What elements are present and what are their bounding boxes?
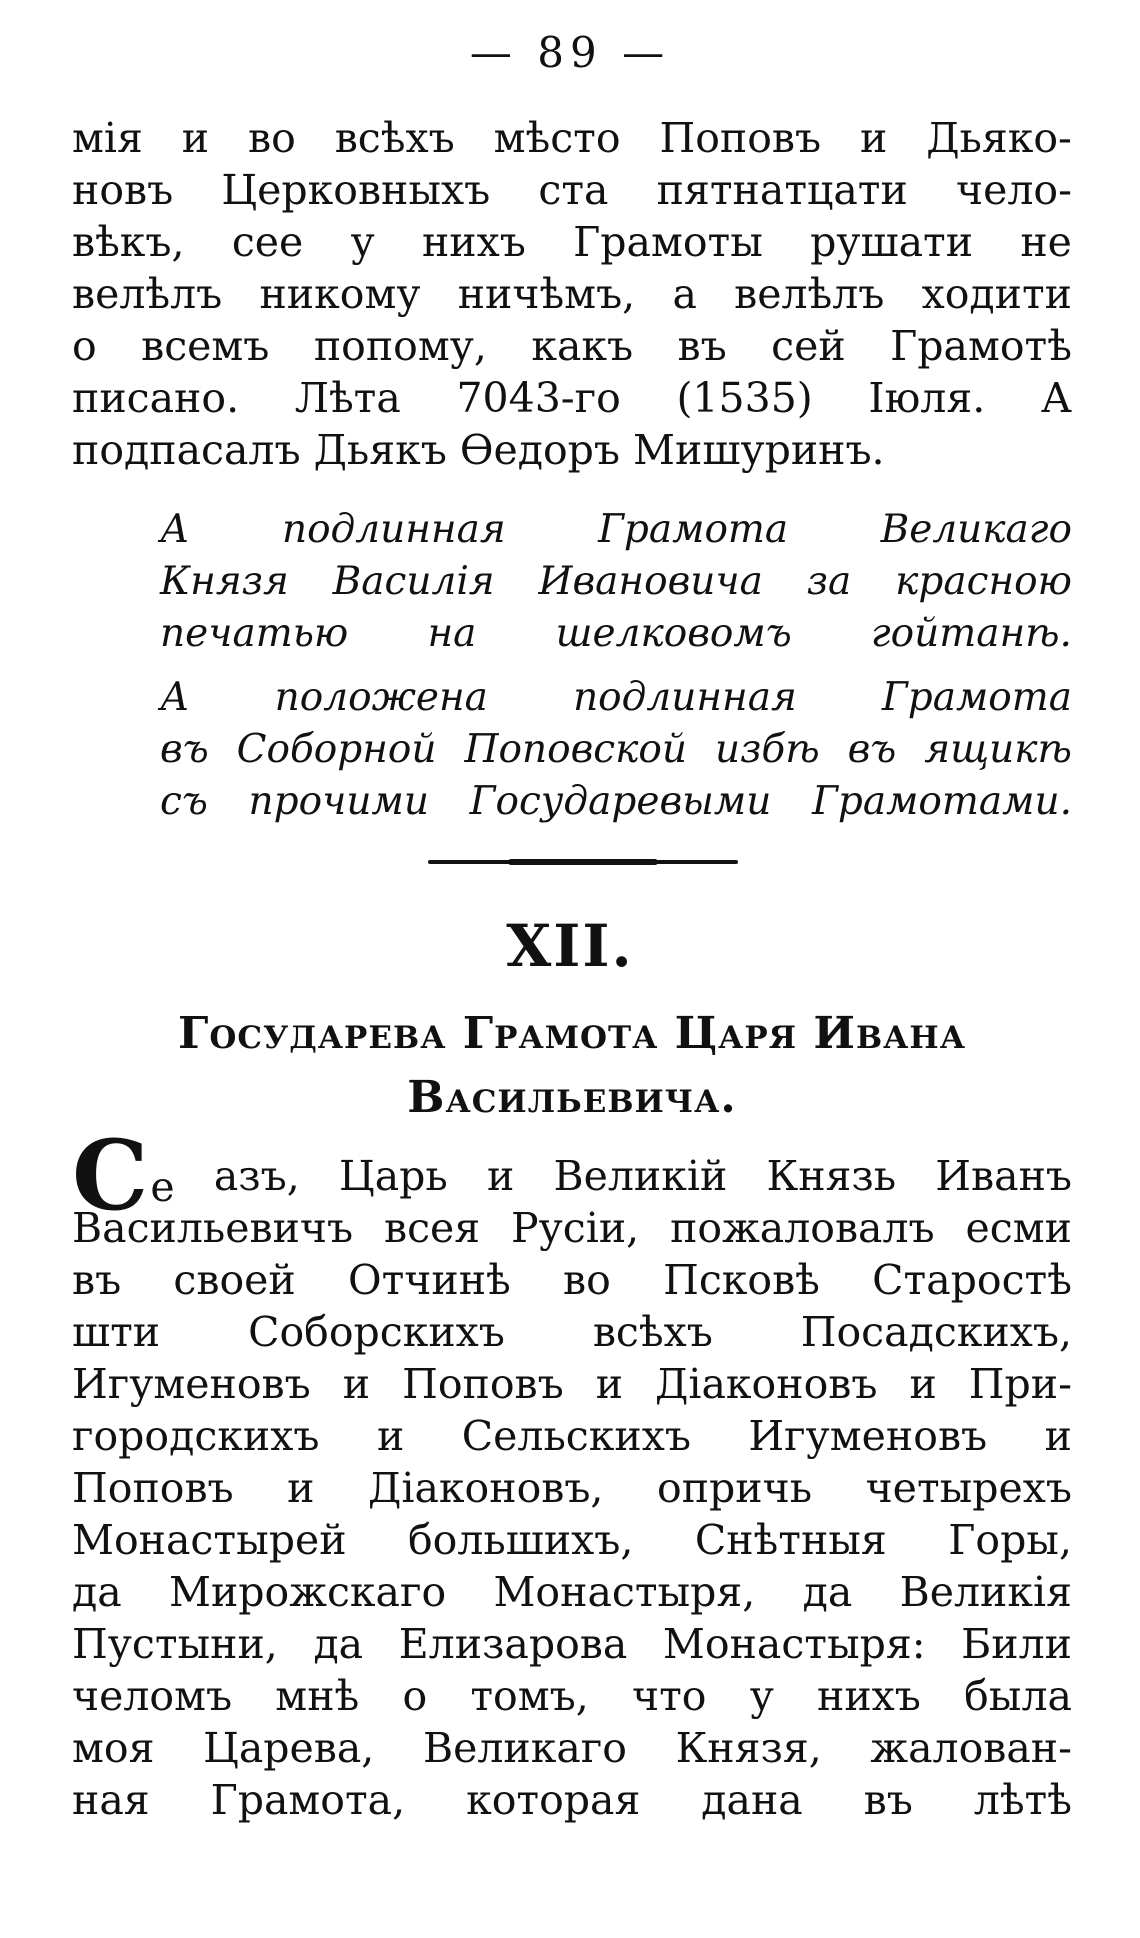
word: а	[672, 270, 697, 318]
word: Игуменовъ	[72, 1360, 311, 1408]
word: во	[563, 1256, 611, 1304]
word: писано.	[72, 374, 240, 422]
word: Князя	[160, 559, 289, 604]
word: Ивановича	[538, 559, 763, 604]
word: въ	[847, 727, 897, 772]
word: и	[1044, 1412, 1072, 1460]
word: рушати	[810, 218, 974, 266]
word: да	[802, 1568, 853, 1616]
word: Діаконовъ,	[368, 1464, 604, 1512]
word: Грамотами.	[812, 779, 1072, 824]
text-line	[160, 776, 1072, 828]
paragraph-2	[72, 1119, 1072, 1826]
text-line	[160, 504, 1072, 556]
text-line	[72, 1618, 1072, 1670]
word: Церковныхъ	[221, 166, 491, 214]
word: Иванъ	[935, 1152, 1072, 1200]
word: Грамота,	[210, 1776, 406, 1824]
word: Елизарова	[398, 1620, 628, 1668]
text-line	[72, 1306, 1072, 1358]
word: всѣхъ	[334, 114, 455, 162]
word: о	[402, 1672, 428, 1720]
word: на	[427, 611, 477, 656]
word: всемъ	[141, 322, 270, 370]
word: не	[1020, 218, 1072, 266]
word: своей	[173, 1256, 296, 1304]
word: попому,	[313, 322, 487, 370]
word: въ	[677, 322, 727, 370]
heading-line: Государева Грамота Царя Ивана	[178, 1008, 966, 1059]
word: нихъ	[817, 1672, 921, 1720]
text-line	[72, 1410, 1072, 1462]
word: и	[595, 1360, 624, 1408]
word: Посадскихъ,	[800, 1308, 1072, 1356]
word: ящикѣ	[924, 727, 1072, 772]
word: Били	[961, 1620, 1072, 1668]
word: (1535)	[676, 374, 813, 422]
word: сее	[231, 218, 304, 266]
word: была	[964, 1672, 1072, 1720]
text-line	[72, 216, 1072, 268]
word: Князя,	[675, 1724, 822, 1772]
word: Грамота	[598, 507, 789, 552]
text-line	[160, 724, 1072, 776]
text-line	[72, 372, 1072, 424]
text-line	[160, 556, 1072, 608]
word: Мирожскаго	[169, 1568, 447, 1616]
section-divider	[428, 860, 738, 864]
drop-cap: С	[72, 1119, 149, 1232]
text-line	[72, 112, 1072, 164]
text-line	[72, 268, 1072, 320]
word: во	[248, 114, 296, 162]
word: А	[1040, 374, 1072, 422]
word: и	[909, 1360, 937, 1408]
word: подпасалъ Дьякъ Ѳедоръ Мишуринъ.	[72, 426, 885, 474]
word: Горы,	[948, 1516, 1072, 1564]
word: моя	[72, 1724, 155, 1772]
word: всѣхъ	[592, 1308, 713, 1356]
word: въ	[72, 1256, 122, 1304]
word: А	[160, 507, 190, 552]
word: Псковѣ	[663, 1256, 820, 1304]
word: Царь	[338, 1152, 448, 1200]
word: что	[631, 1672, 707, 1720]
word: какъ	[531, 322, 634, 370]
word: красною	[895, 559, 1072, 604]
word: Игуменовъ	[748, 1412, 988, 1460]
word: и	[287, 1464, 315, 1512]
word: вѣкъ,	[72, 218, 185, 266]
word: Монастыря,	[493, 1568, 756, 1616]
word: мѣсто	[493, 114, 621, 162]
word: При-	[968, 1360, 1072, 1408]
word: Великій	[553, 1152, 728, 1200]
word: шелковомъ	[555, 611, 792, 656]
word: и	[486, 1152, 515, 1200]
word: четырехъ	[865, 1464, 1072, 1512]
word: да	[72, 1568, 122, 1616]
word: мнѣ	[275, 1672, 360, 1720]
word: городскихъ	[72, 1412, 320, 1460]
dropcap-word	[72, 1119, 175, 1232]
word: новъ	[72, 166, 174, 214]
word: ничѣмъ,	[457, 270, 636, 318]
text-line	[72, 320, 1072, 372]
word: чело-	[956, 166, 1072, 214]
word: Діаконовъ	[655, 1360, 878, 1408]
word: А	[160, 675, 190, 720]
text-line	[72, 1358, 1072, 1410]
word: которая	[466, 1776, 641, 1824]
text-line	[72, 1670, 1072, 1722]
word: съ	[160, 779, 208, 824]
word: Іюля.	[868, 374, 986, 422]
word: опричь	[657, 1464, 813, 1512]
note-original-seal	[160, 504, 1072, 660]
word: въ	[160, 727, 209, 772]
word: лѣтѣ	[973, 1776, 1072, 1824]
text-line	[72, 1514, 1072, 1566]
word: печатью	[160, 611, 349, 656]
word: Соборной	[236, 727, 437, 772]
word: подлинная	[281, 507, 506, 552]
text-line	[72, 1254, 1072, 1306]
word: Великаго	[422, 1724, 627, 1772]
word: Старостѣ	[872, 1256, 1072, 1304]
word: нихъ	[421, 218, 526, 266]
word: избѣ	[715, 727, 820, 772]
word: пятнатцати	[656, 166, 908, 214]
paragraph-1	[72, 112, 1072, 476]
page-number: — 89 —	[469, 28, 671, 77]
text-line	[72, 1462, 1072, 1514]
word: прочими	[248, 779, 429, 824]
section-number: XII.	[506, 912, 634, 980]
word: и	[342, 1360, 371, 1408]
word: о	[72, 322, 97, 370]
text-line	[72, 424, 1072, 476]
word: Великія	[899, 1568, 1072, 1616]
text-line	[160, 608, 1072, 660]
word: никому	[259, 270, 421, 318]
word: Поповской	[464, 727, 688, 772]
word: ста	[538, 166, 609, 214]
word: Снѣтныя	[694, 1516, 887, 1564]
text-line	[72, 164, 1072, 216]
word: е	[150, 1163, 175, 1211]
word: Пустыни,	[72, 1620, 278, 1668]
section-heading	[92, 1002, 1052, 1130]
word: и	[859, 114, 888, 162]
word: Поповъ	[72, 1464, 234, 1512]
word: Василія	[332, 559, 495, 604]
word: Соборскихъ	[248, 1308, 505, 1356]
word: Поповъ	[659, 114, 822, 162]
word: Государевыми	[469, 779, 772, 824]
word: въ	[863, 1776, 913, 1824]
word: Монастырей	[72, 1516, 347, 1564]
word: шти	[72, 1308, 161, 1356]
word: Грамота	[881, 675, 1072, 720]
word: и	[376, 1412, 405, 1460]
word: 7043-го	[456, 374, 621, 422]
word: Русіи,	[511, 1204, 640, 1252]
word: за	[806, 559, 852, 604]
word: мія	[72, 114, 143, 162]
text-line	[72, 1774, 1072, 1826]
word: Князь	[766, 1152, 897, 1200]
word: сей	[771, 322, 846, 370]
word: Грамотѣ	[890, 322, 1072, 370]
word: велѣлъ	[734, 270, 885, 318]
word: Дьяко-	[926, 114, 1072, 162]
word: Лѣта	[294, 374, 401, 422]
word: всея	[383, 1204, 481, 1252]
word: велѣлъ	[72, 270, 223, 318]
word: большихъ,	[408, 1516, 634, 1564]
text-line	[72, 1722, 1072, 1774]
word: да	[313, 1620, 364, 1668]
word: челомъ	[72, 1672, 233, 1720]
text-line	[72, 1202, 1072, 1254]
word: дана	[701, 1776, 803, 1824]
word: Сельскихъ	[461, 1412, 691, 1460]
word: Великаго	[880, 507, 1072, 552]
word: Отчинѣ	[348, 1256, 511, 1304]
word: Монастыря:	[662, 1620, 926, 1668]
word: Грамоты	[573, 218, 763, 266]
word: Васильевичъ	[72, 1204, 354, 1252]
word: Поповъ	[402, 1360, 564, 1408]
text-line	[72, 1566, 1072, 1618]
heading-line: Васильевича.	[407, 1072, 737, 1123]
word: положена	[274, 675, 488, 720]
word: есми	[965, 1204, 1072, 1252]
word: жалован-	[870, 1724, 1072, 1772]
word: подлинная	[573, 675, 797, 720]
word: томъ,	[470, 1672, 589, 1720]
word: ная	[72, 1776, 150, 1824]
word: гойтанѣ.	[870, 611, 1072, 656]
word: ходити	[921, 270, 1072, 318]
note-original-location	[160, 672, 1072, 828]
word: Царева,	[203, 1724, 375, 1772]
word: у	[350, 218, 375, 266]
word: азъ,	[213, 1152, 300, 1200]
word: пожаловалъ	[670, 1204, 935, 1252]
word: и	[181, 114, 210, 162]
text-line	[160, 672, 1072, 724]
word: у	[749, 1672, 774, 1720]
